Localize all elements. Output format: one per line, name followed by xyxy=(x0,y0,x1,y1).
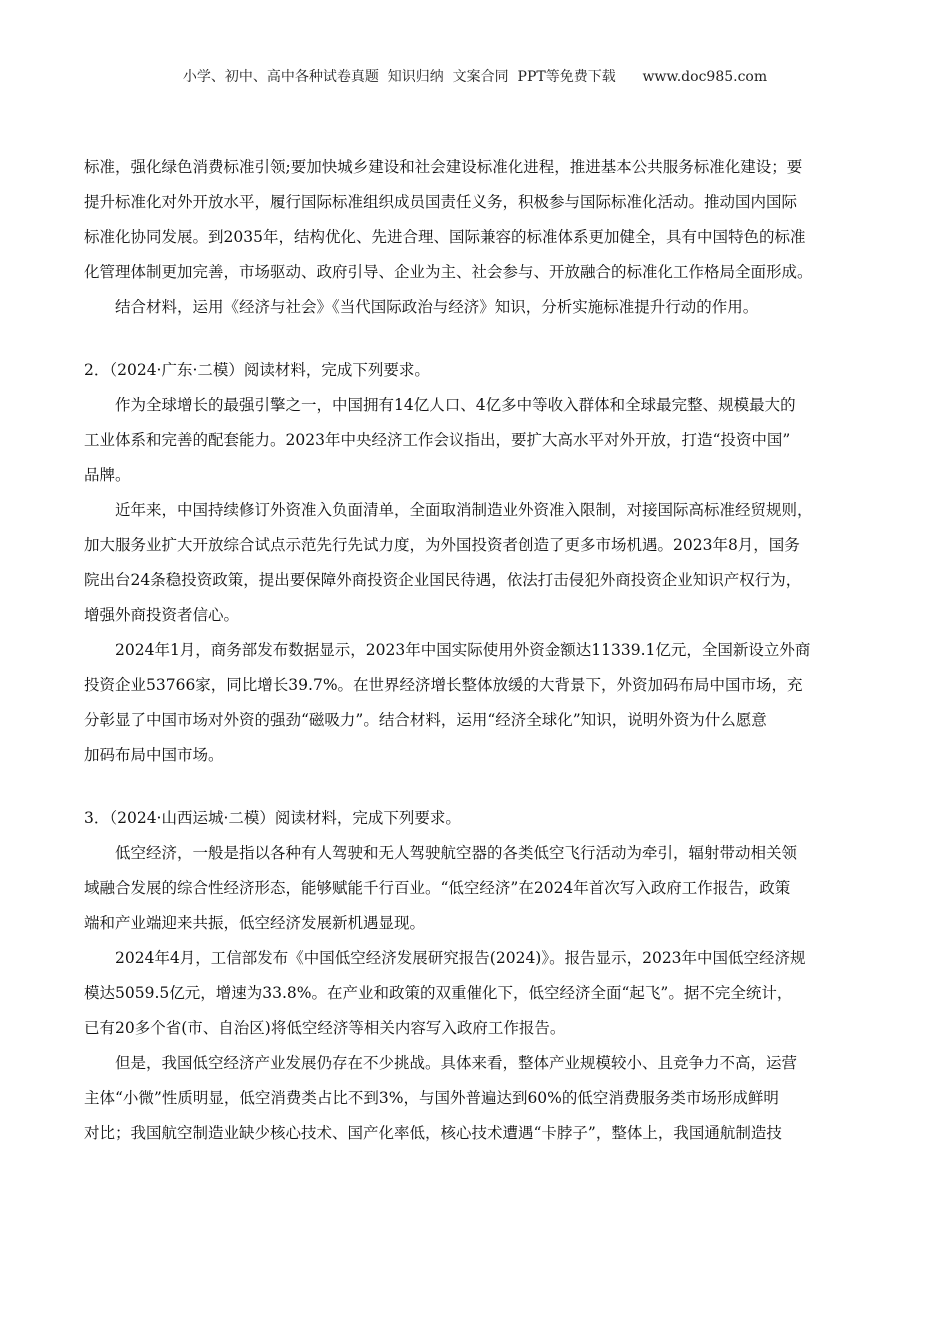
paragraph-line: 投资企业53766家，同比增长39.7%。在世界经济增长整体放缓的大背景下，外资加码布局中国市场，充 xyxy=(84,676,803,694)
paragraph-line: 分彰显了中国市场对外资的强劲“磁吸力”。结合材料，运用“经济全球化”知识，说明外资为什么愿意 xyxy=(84,711,767,729)
question-heading: 2．（2024·广东·二模）阅读材料，完成下列要求。 xyxy=(84,361,430,379)
paragraph-line: 工业体系和完善的配套能力。2023年中央经济工作会议指出，要扩大高水平对外开放，打造“投资中国” xyxy=(84,431,791,449)
paragraph-line: 域融合发展的综合性经济形态，能够赋能千行百业。“低空经济”在2024年首次写入政府工作报告，政策 xyxy=(84,879,791,897)
page-header: 小学、初中、高中各种试卷真题 知识归纳 文案合同 PPT等免费下载 www.doc985.com xyxy=(182,69,768,85)
paragraph-line: 对比；我国航空制造业缺少核心技术、国产化率低，核心技术遭遇“卡脖子”，整体上，我国通航制造技 xyxy=(84,1124,782,1142)
paragraph-line: 2024年1月，商务部发布数据显示，2023年中国实际使用外资金额达11339.1亿元，全国新设立外商 xyxy=(115,641,811,659)
question-heading: 3．（2024·山西运城·二模）阅读材料，完成下列要求。 xyxy=(84,809,461,827)
paragraph-line: 加码布局中国市场。 xyxy=(84,746,224,764)
paragraph-line: 模达5059.5亿元，增速为33.8%。在产业和政策的双重催化下，低空经济全面“起飞”。据不完全统计， xyxy=(84,984,793,1002)
section-3 xyxy=(84,801,874,1151)
paragraph-line: 提升标准化对外开放水平，履行国际标准组织成员国责任义务，积极参与国际标准化活动。推动国内国际 xyxy=(84,193,798,211)
paragraph-line: 已有20多个省(市、自治区)将低空经济等相关内容写入政府工作报告。 xyxy=(84,1019,566,1037)
paragraph-line: 化管理体制更加完善，市场驱动、政府引导、企业为主、社会参与、开放融合的标准化工作格局全面形成。 xyxy=(84,263,813,281)
paragraph-line: 标准化协同发展。到2035年，结构优化、先进合理、国际兼容的标准体系更加健全，具有中国特色的标准 xyxy=(84,228,806,246)
section-2 xyxy=(84,353,874,773)
paragraph-line: 院出台24条稳投资政策，提出要保障外商投资企业国民待遇，依法打击侵犯外商投资企业知识产权行为， xyxy=(84,571,802,589)
question-prompt: 结合材料，运用《经济与社会》《当代国际政治与经济》知识，分析实施标准提升行动的作用。 xyxy=(115,298,759,316)
paragraph-line: 但是，我国低空经济产业发展仍存在不少挑战。具体来看，整体产业规模较小、且竞争力不高，运营 xyxy=(115,1054,798,1072)
paragraph-line: 低空经济，一般是指以各种有人驾驶和无人驾驶航空器的各类低空飞行活动为牵引，辐射带动相关领 xyxy=(115,844,798,862)
section-1 xyxy=(84,150,874,325)
paragraph-line: 端和产业端迎来共振，低空经济发展新机遇显现。 xyxy=(84,914,426,932)
paragraph-line: 增强外商投资者信心。 xyxy=(84,606,240,624)
paragraph-line: 主体“小微”性质明显，低空消费类占比不到3%，与国外普遍达到60%的低空消费服务类市场形成鲜明 xyxy=(84,1089,779,1107)
paragraph-line: 近年来，中国持续修订外资准入负面清单，全面取消制造业外资准入限制，对接国际高标准经贸规则， xyxy=(115,501,813,519)
section-gap xyxy=(84,325,874,353)
paragraph-line: 作为全球增长的最强引擎之一，中国拥有14亿人口、4亿多中等收入群体和全球最完整、规模最大的 xyxy=(115,396,796,414)
section-gap xyxy=(84,773,874,801)
paragraph-line: 2024年4月，工信部发布《中国低空经济发展研究报告(2024)》。报告显示，2023年中国低空经济规 xyxy=(115,949,806,967)
document-body xyxy=(84,150,874,1151)
paragraph-line: 标准，强化绿色消费标准引领;要加快城乡建设和社会建设标准化进程，推进基本公共服务标准化建设；要 xyxy=(84,158,803,176)
paragraph-line: 品牌。 xyxy=(84,466,131,484)
paragraph-line: 加大服务业扩大开放综合试点示范先行先试力度，为外国投资者创造了更多市场机遇。2023年8月，国务 xyxy=(84,536,800,554)
